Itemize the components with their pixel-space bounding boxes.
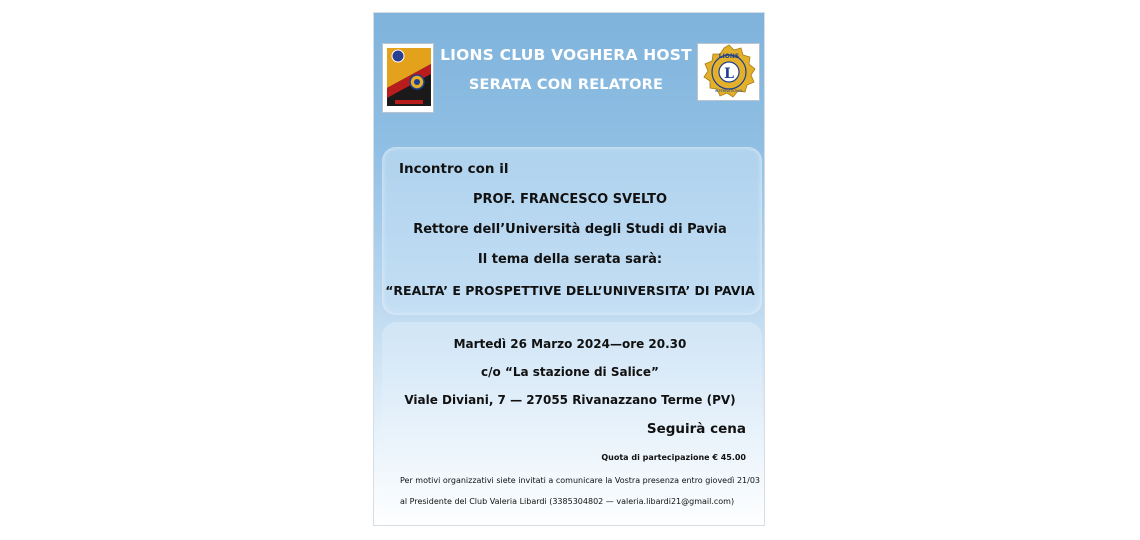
emblem-text-bottom: INTERNATIONAL — [714, 89, 743, 93]
event-venue: c/o “La stazione di Salice” — [481, 365, 659, 379]
event-date: Martedì 26 Marzo 2024—ore 20.30 — [453, 337, 687, 351]
dinner-note: Seguirà cena — [646, 421, 746, 437]
emblem-letter: L — [723, 66, 734, 82]
lions-international-logo — [697, 43, 760, 101]
emblem-text-top: LIONS — [718, 53, 739, 60]
rsvp-note-line1: Per motivi organizzativi siete invitati a comunicare la Vostra presenza entro giovedì 21/03 — [400, 476, 760, 485]
page-subtitle: SERATA CON RELATORE — [468, 77, 664, 93]
event-address: Viale Diviani, 7 — 27055 Rivanazzano Terme (PV) — [404, 393, 736, 407]
club-pennant-logo — [382, 43, 434, 113]
theme-title: “REALTA’ E PROSPETTIVE DELL’UNIVERSITA’ DI PAVIA — [385, 283, 755, 298]
page-title: LIONS CLUB VOGHERA HOST — [440, 46, 692, 64]
theme-intro: Il tema della serata sarà: — [477, 252, 663, 267]
flyer-page — [373, 12, 765, 526]
intro-text: Incontro con il — [399, 161, 509, 177]
speaker-name: PROF. FRANCESCO SVELTO — [472, 192, 668, 207]
speaker-role: Rettore dell’Università degli Studi di Pavia — [413, 222, 727, 237]
participation-fee: Quota di partecipazione € 45.00 — [601, 453, 746, 462]
lions-international-emblem-icon — [699, 44, 759, 100]
lions-club-voghera-pennant-icon — [383, 44, 434, 113]
rsvp-note-line2: al Presidente del Club Valeria Libardi (3385304802 — valeria.libardi21@gmail.com) — [400, 497, 735, 506]
